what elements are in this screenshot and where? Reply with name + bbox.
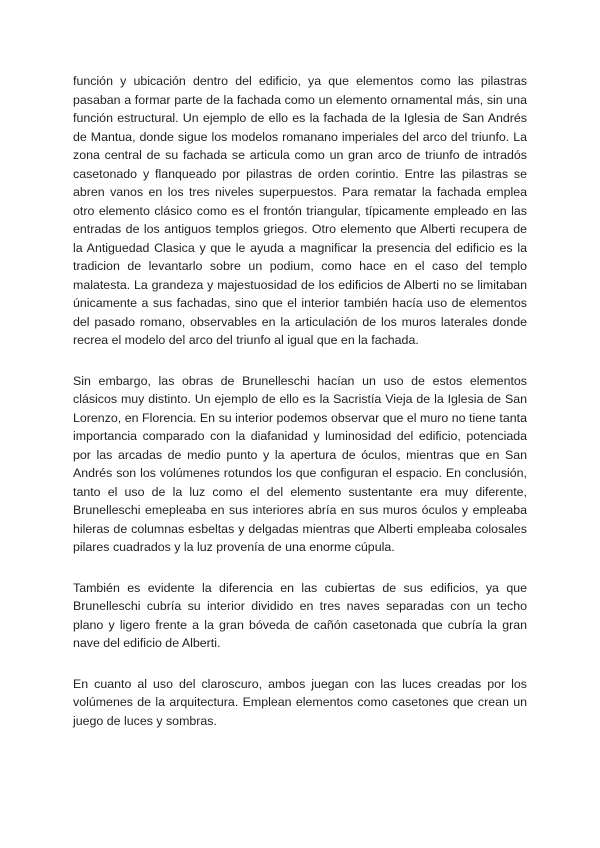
- paragraph-roofing: También es evidente la diferencia en las cubiertas de sus edificios, ya que Brunelleschi cubría su interior dividido en tres naves separadas con un techo plano y ligero frente a la gran bóveda de cañón casetonada que cubría la gran nave del edificio de Alberti.: [73, 580, 527, 650]
- document-body: [73, 72, 527, 752]
- paragraph-brunelleschi-sacristy: Sin embargo, las obras de Brunelleschi hacían un uso de estos elementos clásicos muy distinto. Un ejemplo de ello es la Sacristía Vieja de la Iglesia de San Lorenzo, en Florencia. En su interior podemos observar que el muro no tiene tanta importancia comparado con la diafanidad y luminosidad del edificio, potenciada por las arcadas de medio punto y la apertura de óculos, mientras que en San Andrés son los volúmenes rotundos los que configuran el espacio. En conclusión, tanto el uso de la luz como el del elemento sustentante era muy diferente, Brunelleschi emepleaba en sus interiores abría en sus muros óculos y empleaba hileras de columnas esbeltas y delgadas mientras que Alberti empleaba colosales pilares cuadrados y la luz provenía de una enorme cúpula.: [73, 373, 527, 554]
- paragraph-alberti-facade: función y ubicación dentro del edificio, ya que elementos como las pilastras pasaban a formar parte de la fachada como un elemento ornamental más, sin una función estructural. Un ejemplo de ello es la fachada de la Iglesia de San Andrés de Mantua, donde sigue los modelos romanano imperiales del arco del triunfo. La zona central de su fachada se articula como un gran arco de triunfo de intradós casetonado y flanqueado por pilastras de orden corintio. Entre las pilastras se abren vanos en los tres niveles superpuestos. Para rematar la fachada emplea otro elemento clásico como es el frontón triangular, típicamente empleado en las entradas de los antiguos templos griegos. Otro elemento que Alberti recupera de la Antiguedad Clasica y que le ayuda a magnificar la presencia del edificio es la tradicion de levantarlo sobre un podium, como hace en el caso del templo malatesta. La grandeza y majestuosidad de los edificios de Alberti no se limitaban únicamente a sus fachadas, sino que el interior también hacía uso de elementos del pasado romano, observables en la articulación de los muros laterales donde recrea el modelo del arco del triunfo al igual que en la fachada.: [73, 74, 527, 347]
- paragraph-chiaroscuro: En cuanto al uso del claroscuro, ambos juegan con las luces creadas por los volúmenes de la arquitectura. Emplean elementos como casetones que crean un juego de luces y sombras.: [73, 676, 527, 728]
